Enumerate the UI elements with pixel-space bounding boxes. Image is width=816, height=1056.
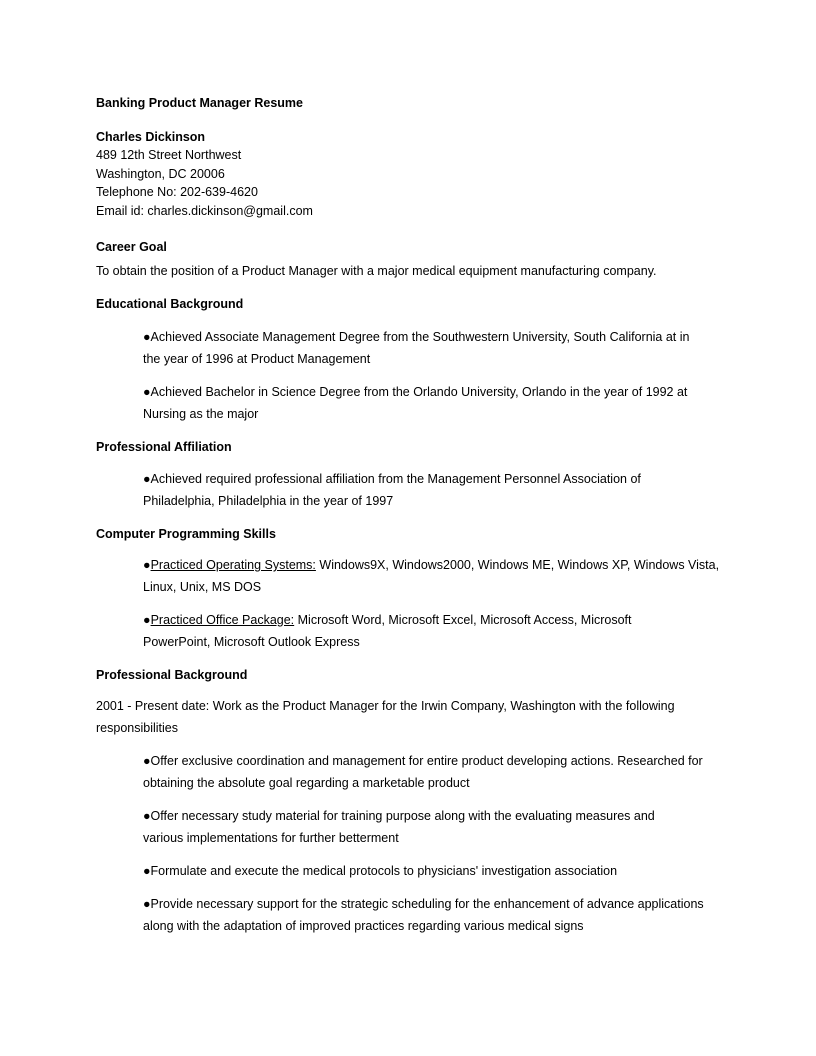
career-goal-text: To obtain the position of a Product Manager with a major medical equipment manufacturing company. xyxy=(96,264,657,278)
education-heading: Educational Background xyxy=(96,297,244,311)
skill-item-office-package xyxy=(143,609,683,653)
affiliation-heading: Professional Affiliation xyxy=(96,440,232,454)
career-goal-heading: Career Goal xyxy=(96,240,167,254)
skills-heading: Computer Programming Skills xyxy=(96,527,276,541)
education-item: ●Achieved Associate Management Degree from the Southwestern University, South California at in the year of 1996 at Product Management xyxy=(143,330,690,366)
professional-intro: 2001 - Present date: Work as the Product Manager for the Irwin Company, Washington with the following responsibilities xyxy=(96,699,675,735)
education-item: ●Achieved Bachelor in Science Degree from the Orlando University, Orlando in the year of 1992 at Nursing as the major xyxy=(143,385,688,421)
responsibility-item: ●Offer exclusive coordination and management for entire product developing actions. Researched for obtaining the absolute goal regarding a marketable product xyxy=(143,754,703,790)
skill-text: Microsoft Word, Microsoft Excel, Microsoft Access, Microsoft PowerPoint, Microsoft Outlook Express xyxy=(143,613,632,649)
telephone-line: Telephone No: 202-639-4620 xyxy=(96,185,258,199)
professional-heading: Professional Background xyxy=(96,668,248,682)
email-line: Email id: charles.dickinson@gmail.com xyxy=(96,203,313,218)
responsibility-item: ●Formulate and execute the medical protocols to physicians' investigation association xyxy=(143,864,618,878)
document-title: Banking Product Manager Resume xyxy=(96,96,303,110)
skill-label: Practiced Office Package: xyxy=(150,613,295,627)
bullet-glyph: ● xyxy=(143,558,151,572)
skill-item-operating-systems xyxy=(143,554,723,598)
responsibility-item: ●Offer necessary study material for training purpose along with the evaluating measures and various implementations for further betterment xyxy=(143,809,655,845)
candidate-name: Charles Dickinson xyxy=(96,130,206,144)
bullet-glyph: ● xyxy=(143,613,151,627)
skill-label: Practiced Operating Systems: xyxy=(150,558,316,572)
responsibility-item: ●Provide necessary support for the strategic scheduling for the enhancement of advance applications along with the adaptation of improved practices regarding various medical signs xyxy=(143,897,704,933)
skill-text: Windows9X, Windows2000, Windows ME, Windows XP, Windows Vista, Linux, Unix, MS DOS xyxy=(143,558,720,594)
address-line-2: Washington, DC 20006 xyxy=(96,166,225,181)
address-line-1: 489 12th Street Northwest xyxy=(96,148,242,162)
contact-block xyxy=(96,128,726,220)
affiliation-item: ●Achieved required professional affiliation from the Management Personnel Association of Philadelphia, Philadelphia in the year of 1997 xyxy=(143,472,641,508)
